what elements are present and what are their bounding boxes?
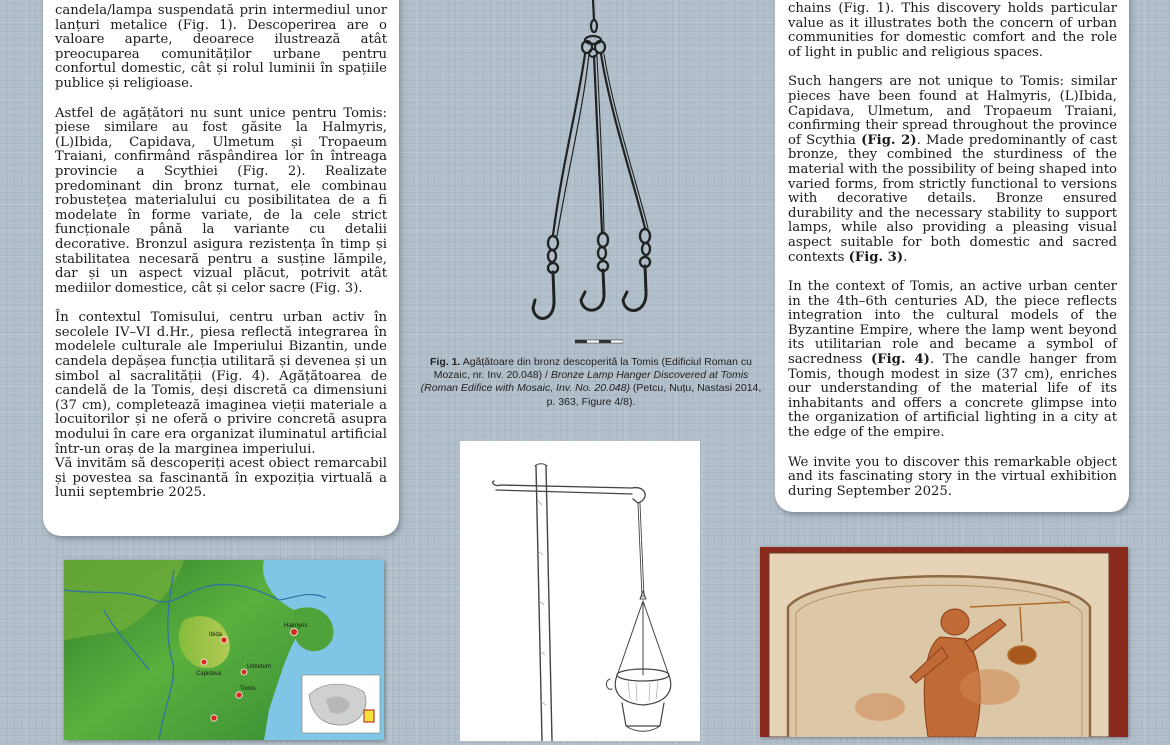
ro-paragraph-4: Vă invităm să descoperiți acest obiect remarcabil și povestea sa fascinantă în expoziția virtuală a lunii septembrie 2025. <box>55 456 387 501</box>
en-p2-fig-ref-2: (Fig. 2) <box>861 132 917 148</box>
map-graphic <box>64 560 384 740</box>
fig1-caption <box>420 356 762 409</box>
scythia-map <box>64 560 384 740</box>
en-p3-text-a: In the context of Tomis, an active urban center in the 4th–6th centuries AD, the piece reflects integration into the cultural models of the Byzantine Empire, where the lamp went beyond its utilitarian role and became a symbol of sacredness <box>788 279 1117 368</box>
lamp-hanger-illustration <box>505 0 690 345</box>
en-paragraph-4: We invite you to discover this remarkable object and its fascinating story in the virtual exhibition during September 2025. <box>788 454 1117 499</box>
fig1-english-caption: Bronze Lamp Hanger Discovered at Tomis (Roman Edifice with Mosaic, Inv. No. 20.048) <box>420 369 749 395</box>
en-p2-fig-ref-3: (Fig. 3) <box>848 249 904 265</box>
ro-paragraph-3: În contextul Tomisului, centru urban activ în secolele IV–VI d.Hr., piesa reflectă integrarea în modelele culturale ale Imperiului Bizantin, unde candela depășea funcția utilitară și devenea și un simbol al sacralității (Fig. 4). Agățătoarea de candelă de la Tomis, deși discretă ca dimensiuni (37 cm), completează imaginea vieții materiale a locuitorilor și ne oferă o privire concretă asupra modului în care era organizat iluminatul artificial într-un oraș de la marginea imperiului. <box>55 310 387 457</box>
scale-bar <box>575 339 623 344</box>
fig1-label: Fig. 1. <box>430 356 461 368</box>
ro-paragraph-1: candela/lampa suspendată prin intermediul unor lanțuri metalice (Fig. 1). Descoperirea are o valoare aparte, deoarece ilustrează atât preocuparea comunităților urbane pentru confortul domestic, cât și rolul luminii în spațiile publice și religioase. <box>55 3 387 91</box>
lamp-hanger-photo <box>505 0 690 345</box>
en-p3-text-b: . The candle hanger from Tomis, though modest in size (37 cm), enriches our understanding of the material life of its inhabitants and offers a concrete glimpse into the organization of artificial lighting in a city at the edge of the empire. <box>788 352 1118 441</box>
map-label-capidava: Capidava <box>196 671 222 677</box>
map-label-ulmetum: Ulmetum <box>247 664 272 670</box>
lamp-reconstruction-drawing <box>460 441 700 741</box>
en-p2-text-c: . <box>903 249 908 265</box>
en-paragraph-3 <box>788 280 1117 441</box>
map-label-halmyris: Halmyris <box>284 623 308 629</box>
romanian-text-panel <box>43 0 399 536</box>
fresco-painting <box>760 547 1128 737</box>
en-p3-fig-ref-4: (Fig. 4) <box>871 352 930 368</box>
english-text-panel <box>775 0 1129 512</box>
en-p2-text-b: . Made predominantly of cast bronze, they combined the sturdiness of the material with the possibility of being shaped into varied forms, from strictly functional to versions with decorative details. Bronze ensured durability and the necessary stability to support lamps, while also providing a pleasing visual aspect suitable for both domestic and sacred contexts <box>788 132 1117 265</box>
map-label-ibida: Ibida <box>209 632 223 638</box>
fig1-source: (Petcu, Nuțu, Nastasi 2014, p. 363, Figure 4/8). <box>546 382 762 408</box>
fig1-romanian-caption: Agățătoare din bronz descoperită la Tomis (Edificiul Roman cu Mozaic, nr. Inv. 20.048) / <box>433 356 752 382</box>
reconstruction-sketch <box>460 441 700 741</box>
en-paragraph-1: chains (Fig. 1). This discovery holds particular value as it illustrates both the concern of urban communities for domestic comfort and the role of light in public and religious spaces. <box>788 1 1117 60</box>
map-label-tomis: Tomis <box>240 686 256 692</box>
en-p2-text-a: Such hangers are not unique to Tomis: similar pieces have been found at Halmyris, (L)Ibida, Capidava, Ulmetum, and Tropaeum Traiani, confirming their spread throughout the province of Scythia <box>788 74 1117 148</box>
fresco-graphic <box>760 547 1128 737</box>
ro-paragraph-2: Astfel de agățători nu sunt unice pentru Tomis: piese similare au fost găsite la Halmyris, (L)Ibida, Capidava, Ulmetum și Tropaeum Traiani, confirmând răspândirea lor în întreaga provincie a Scythiei (Fig. 2). Realizate predominant din bronz turnat, ele combinau robustețea materialului cu posibilitatea de a fi modelate în forme variate, de la cele strict funcționale până la variante cu detalii decorative. Bronzul asigura rezistența în timp și stabilitatea necesară pentru a susține lămpile, dar și un aspect vizual plăcut, potrivit atât mediilor domestice, cât și celor sacre (Fig. 3). <box>55 105 387 296</box>
en-paragraph-2 <box>788 75 1117 265</box>
